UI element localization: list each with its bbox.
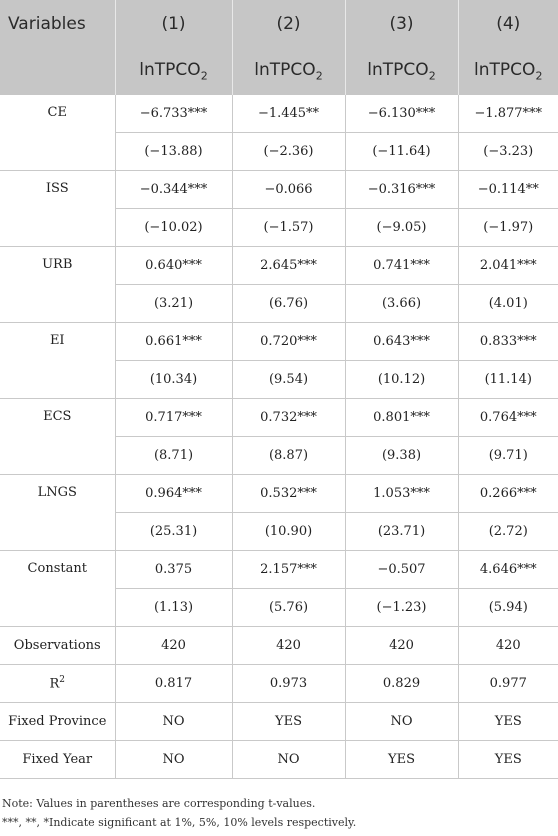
t-value-cell: (8.87) bbox=[232, 437, 345, 475]
t-value-cell: (10.90) bbox=[232, 513, 345, 551]
t-value-cell: (10.12) bbox=[345, 361, 458, 399]
dep-var-header: lnTPCO$_2$ bbox=[345, 47, 458, 95]
stat-cell: YES bbox=[345, 741, 458, 779]
table-note: Note: Values in parentheses are corresponding t-values. bbox=[2, 797, 316, 810]
coef-cell: 0.764*** bbox=[458, 399, 558, 437]
coef-cell: 2.041*** bbox=[458, 247, 558, 285]
table-row bbox=[0, 171, 558, 209]
row-label: Fixed Province bbox=[0, 703, 115, 741]
t-value-cell: (5.94) bbox=[458, 589, 558, 627]
coef-cell: 0.717*** bbox=[115, 399, 232, 437]
t-value-cell: (−1.23) bbox=[345, 589, 458, 627]
t-value-cell: (5.76) bbox=[232, 589, 345, 627]
stat-cell: NO bbox=[115, 741, 232, 779]
t-value-cell: (9.71) bbox=[458, 437, 558, 475]
t-value-cell: (3.66) bbox=[345, 285, 458, 323]
t-value-cell: (1.13) bbox=[115, 589, 232, 627]
stat-cell: NO bbox=[232, 741, 345, 779]
t-value-cell: (25.31) bbox=[115, 513, 232, 551]
t-value-cell: (4.01) bbox=[458, 285, 558, 323]
coef-cell: 2.645*** bbox=[232, 247, 345, 285]
coef-cell: 0.532*** bbox=[232, 475, 345, 513]
coef-cell: 0.375 bbox=[115, 551, 232, 589]
coef-cell: −0.114** bbox=[458, 171, 558, 209]
coef-cell: 0.964*** bbox=[115, 475, 232, 513]
coef-cell: 0.720*** bbox=[232, 323, 345, 361]
dep-var-header: lnTPCO$_2$ bbox=[115, 47, 232, 95]
column-header-2: (2) bbox=[232, 0, 345, 47]
coef-cell: −6.733*** bbox=[115, 95, 232, 133]
coef-cell: 0.640*** bbox=[115, 247, 232, 285]
table-row bbox=[0, 551, 558, 589]
coef-cell: 0.732*** bbox=[232, 399, 345, 437]
t-value-cell: (3.21) bbox=[115, 285, 232, 323]
variable-name: LNGS bbox=[0, 475, 115, 551]
column-header-3: (3) bbox=[345, 0, 458, 47]
coef-cell: −6.130*** bbox=[345, 95, 458, 133]
column-header-1: (1) bbox=[115, 0, 232, 47]
coef-cell: −1.877*** bbox=[458, 95, 558, 133]
t-value-cell: (9.38) bbox=[345, 437, 458, 475]
coef-cell: 2.157*** bbox=[232, 551, 345, 589]
dep-var-header: lnTPCO$_2$ bbox=[458, 47, 558, 95]
t-value-cell: (−9.05) bbox=[345, 209, 458, 247]
dep-var-header: lnTPCO$_2$ bbox=[232, 47, 345, 95]
t-value-cell: (−1.97) bbox=[458, 209, 558, 247]
coef-cell: −0.507 bbox=[345, 551, 458, 589]
table-row bbox=[0, 323, 558, 361]
table-row bbox=[0, 399, 558, 437]
variables-header: Variables bbox=[0, 0, 115, 47]
t-value-cell: (11.14) bbox=[458, 361, 558, 399]
table-row bbox=[0, 247, 558, 285]
table-row bbox=[0, 627, 558, 665]
t-value-cell: (−10.02) bbox=[115, 209, 232, 247]
t-value-cell: (6.76) bbox=[232, 285, 345, 323]
table-row bbox=[0, 741, 558, 779]
t-value-cell: (23.71) bbox=[345, 513, 458, 551]
table-row bbox=[0, 665, 558, 703]
coef-cell: 4.646*** bbox=[458, 551, 558, 589]
coef-cell: −0.066 bbox=[232, 171, 345, 209]
significance-note: ***, **, *Indicate significant at 1%, 5%, 10% levels respectively. bbox=[2, 816, 357, 829]
coef-cell: 0.643*** bbox=[345, 323, 458, 361]
coef-cell: 1.053*** bbox=[345, 475, 458, 513]
coef-cell: −0.316*** bbox=[345, 171, 458, 209]
stat-cell: YES bbox=[458, 703, 558, 741]
t-value-cell: (−13.88) bbox=[115, 133, 232, 171]
t-value-cell: (8.71) bbox=[115, 437, 232, 475]
variable-name: Constant bbox=[0, 551, 115, 627]
stat-cell: 0.817 bbox=[115, 665, 232, 703]
coef-cell: 0.801*** bbox=[345, 399, 458, 437]
stat-cell: 420 bbox=[115, 627, 232, 665]
row-label: Observations bbox=[0, 627, 115, 665]
stat-cell: YES bbox=[458, 741, 558, 779]
variable-name: URB bbox=[0, 247, 115, 323]
stat-cell: 0.829 bbox=[345, 665, 458, 703]
stat-cell: NO bbox=[345, 703, 458, 741]
t-value-cell: (2.72) bbox=[458, 513, 558, 551]
t-value-cell: (10.34) bbox=[115, 361, 232, 399]
coef-cell: −1.445** bbox=[232, 95, 345, 133]
coef-cell: 0.833*** bbox=[458, 323, 558, 361]
table-header bbox=[0, 0, 558, 95]
row-label: $R^2$ bbox=[0, 665, 115, 703]
variable-name: EI bbox=[0, 323, 115, 399]
row-label: Fixed Year bbox=[0, 741, 115, 779]
column-header-4: (4) bbox=[458, 0, 558, 47]
t-value-cell: (−3.23) bbox=[458, 133, 558, 171]
t-value-cell: (−2.36) bbox=[232, 133, 345, 171]
coef-cell: 0.741*** bbox=[345, 247, 458, 285]
coef-cell: 0.661*** bbox=[115, 323, 232, 361]
t-value-cell: (9.54) bbox=[232, 361, 345, 399]
t-value-cell: (−1.57) bbox=[232, 209, 345, 247]
stat-cell: YES bbox=[232, 703, 345, 741]
table-body bbox=[0, 95, 558, 779]
coef-cell: 0.266*** bbox=[458, 475, 558, 513]
dep-var-blank bbox=[0, 47, 115, 95]
variable-name: CE bbox=[0, 95, 115, 171]
table-row bbox=[0, 95, 558, 133]
variable-name: ISS bbox=[0, 171, 115, 247]
variable-name: ECS bbox=[0, 399, 115, 475]
table-row bbox=[0, 703, 558, 741]
stat-cell: 420 bbox=[232, 627, 345, 665]
table-row bbox=[0, 475, 558, 513]
stat-cell: 420 bbox=[345, 627, 458, 665]
stat-cell: 0.973 bbox=[232, 665, 345, 703]
coef-cell: −0.344*** bbox=[115, 171, 232, 209]
stat-cell: 420 bbox=[458, 627, 558, 665]
t-value-cell: (−11.64) bbox=[345, 133, 458, 171]
stat-cell: NO bbox=[115, 703, 232, 741]
stat-cell: 0.977 bbox=[458, 665, 558, 703]
